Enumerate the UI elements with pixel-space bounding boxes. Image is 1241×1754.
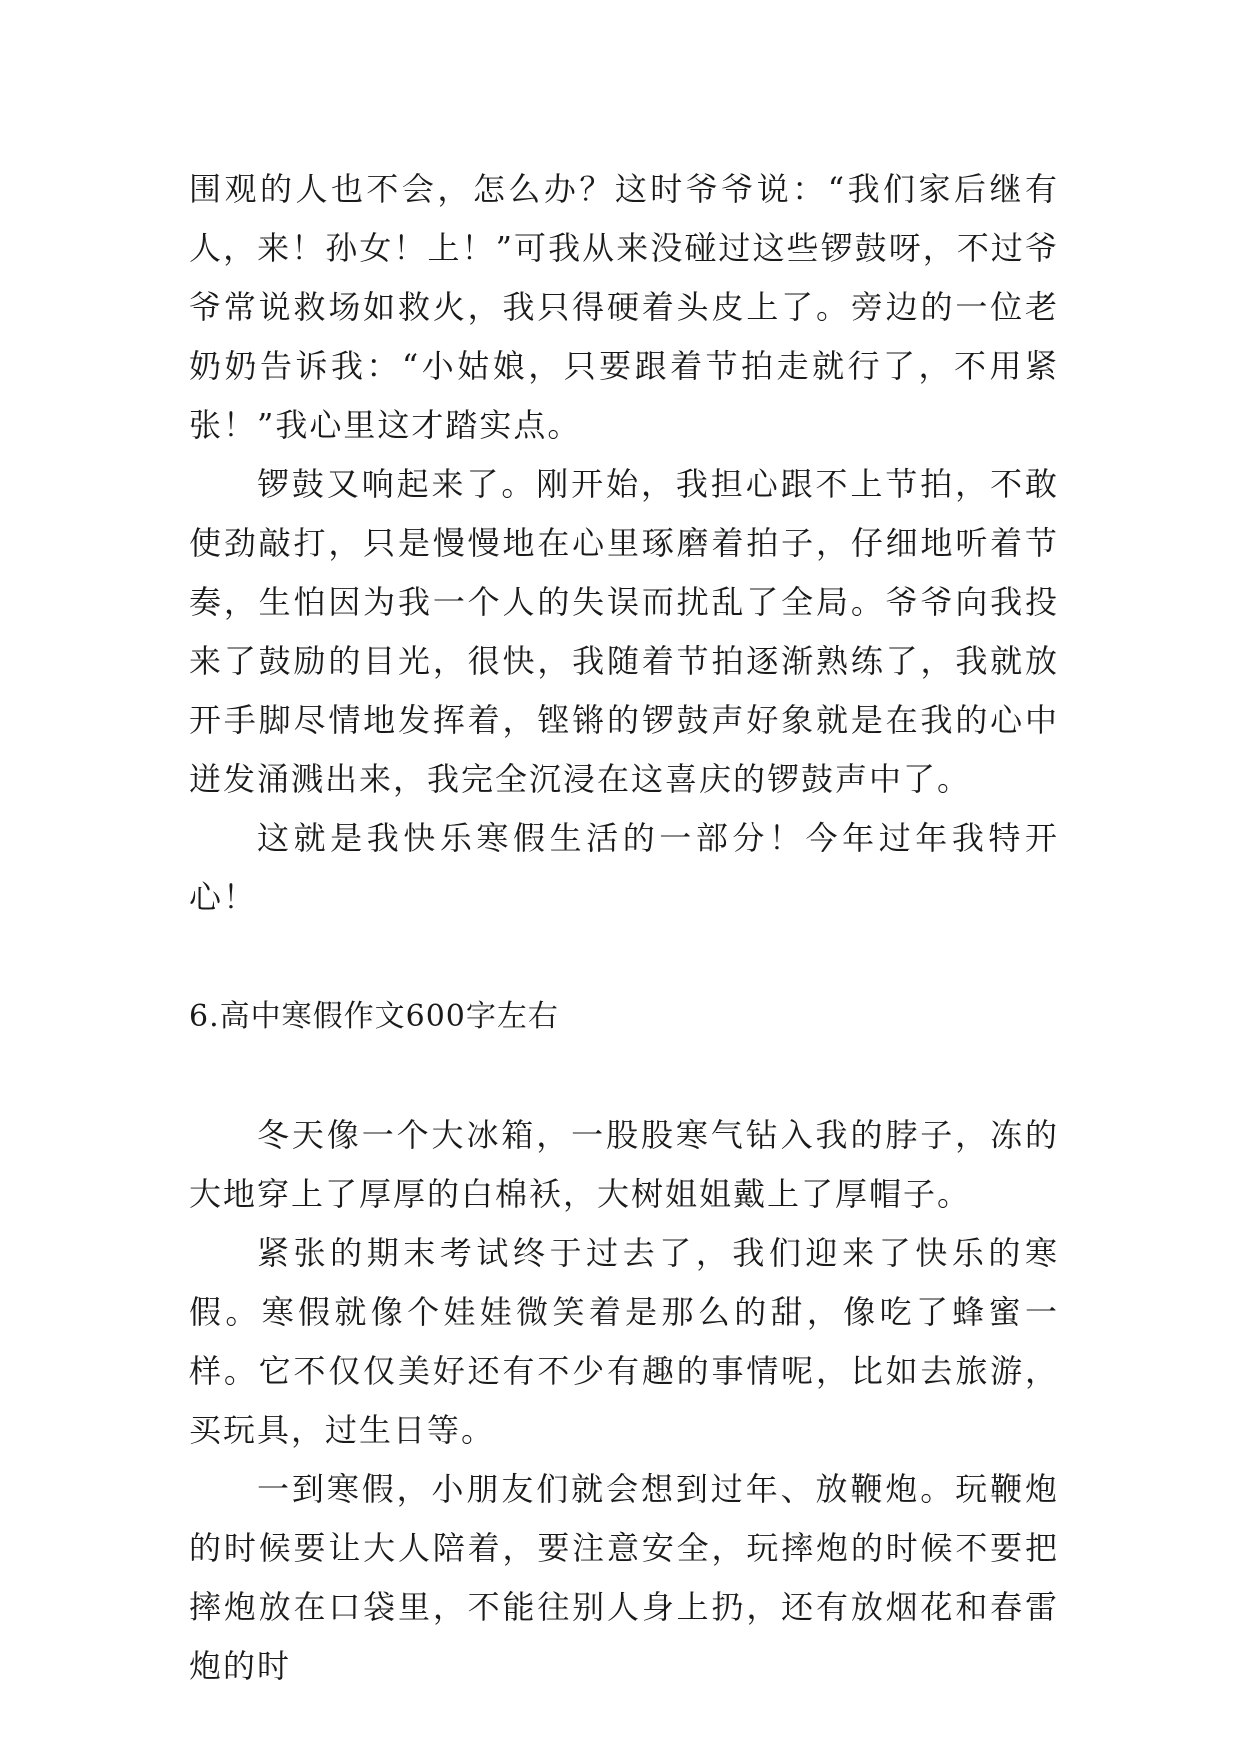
document-body [189, 160, 1059, 1696]
paragraph-continued: 围观的人也不会，怎么办？这时爷爷说：“我们家后继有人，来！孙女！上！”可我从来没碰过这些锣鼓呀，不过爷爷常说救场如救火，我只得硬着头皮上了。旁边的一位老奶奶告诉我：“小姑娘，只要跟着节拍走就行了，不用紧张！”我心里这才踏实点。 [189, 170, 1059, 444]
paragraph-firecrackers: 一到寒假，小朋友们就会想到过年、放鞭炮。玩鞭炮的时候要让大人陪着，要注意安全，玩摔炮的时候不要把摔炮放在口袋里，不能往别人身上扔，还有放烟花和春雷炮的时 [189, 1470, 1059, 1685]
paragraph-summary: 这就是我快乐寒假生活的一部分！今年过年我特开心！ [189, 819, 1059, 916]
paragraph-holiday: 紧张的期末考试终于过去了，我们迎来了快乐的寒假。寒假就像个娃娃微笑着是那么的甜，像吃了蜂蜜一样。它不仅仅美好还有不少有趣的事情呢，比如去旅游，买玩具，过生日等。 [189, 1234, 1059, 1449]
section-title: 6.高中寒假作文600字左右 [189, 999, 559, 1034]
paragraph-winter: 冬天像一个大冰箱，一股股寒气钻入我的脖子，冻的大地穿上了厚厚的白棉袄，大树姐姐戴上了厚帽子。 [189, 1116, 1059, 1213]
paragraph-gong-drum: 锣鼓又响起来了。刚开始，我担心跟不上节拍，不敢使劲敲打，只是慢慢地在心里琢磨着拍子，仔细地听着节奏，生怕因为我一个人的失误而扰乱了全局。爷爷向我投来了鼓励的目光，很快，我随着节拍逐渐熟练了，我就放开手脚尽情地发挥着，铿锵的锣鼓声好象就是在我的心中迸发涌溅出来，我完全沉浸在这喜庆的锣鼓声中了。 [189, 465, 1059, 798]
